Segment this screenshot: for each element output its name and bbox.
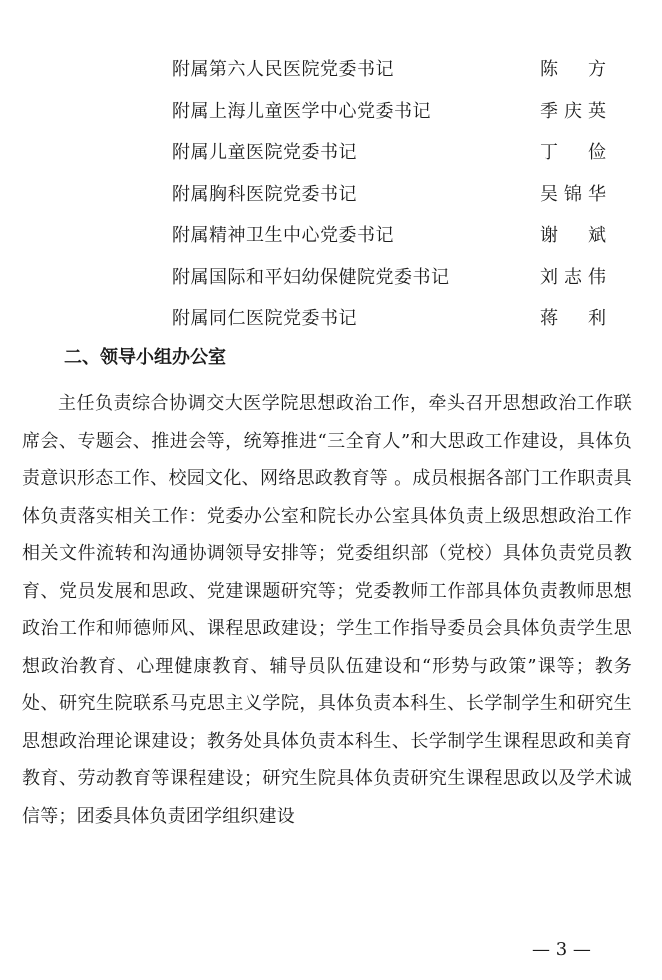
- member-title: 附属国际和平妇幼保健院党委书记: [172, 266, 450, 288]
- member-name: 吴锦华: [540, 183, 606, 205]
- member-row: [0, 54, 662, 96]
- member-row: [0, 303, 662, 345]
- member-name: 陈 方: [540, 59, 606, 80]
- body-paragraph: 主任负责综合协调交大医学院思想政治工作，牵头召开思想政治工作联席会、专题会、推进会等，统筹推进“三全育人”和大思政工作建设，具体负责意识形态工作、校园文化、网络思政教育等 。成员根据各部门工作职责具体负责落实相关工作：党委办公室和院长办公室具体负责上级思想政治工作相关文件流转和沟通协调领导安排等；党委组织部（党校）具体负责党员教育、党员发展和思政、党建课题研究等；党委教师工作部具体负责教师思想政治工作和师德师风、课程思政建设；学生工作指导委员会具体负责学生思想政治教育、心理健康教育、辅导员队伍建设和“形势与政策”课等；教务处、研究生院联系马克思主义学院，具体负责本科生、长学制学生和研究生思想政治理论课建设；教务处具体负责本科生、长学制学生课程思政和美育教育、劳动教育等课程建设；研究生院具体负责研究生课程思政以及学术诚信等；团委具体负责团学组织建设: [22, 393, 632, 827]
- member-title: 附属上海儿童医学中心党委书记: [172, 100, 431, 122]
- member-title: 附属儿童医院党委书记: [172, 142, 357, 163]
- page-number: — 3 —: [532, 939, 591, 960]
- section-heading: 二、领导小组办公室: [64, 347, 226, 368]
- member-row: [0, 179, 662, 221]
- member-row: [0, 96, 662, 138]
- member-list: [0, 54, 662, 345]
- member-title: 附属精神卫生中心党委书记: [172, 225, 394, 246]
- member-name: 丁 俭: [540, 142, 606, 163]
- member-name: 蒋 利: [540, 308, 606, 329]
- member-row: [0, 220, 662, 262]
- member-title: 附属第六人民医院党委书记: [172, 59, 394, 80]
- member-name: 谢 斌: [540, 225, 606, 246]
- member-title: 附属同仁医院党委书记: [172, 308, 357, 329]
- member-name: 季庆英: [540, 100, 606, 122]
- member-row: [0, 137, 662, 179]
- member-row: [0, 262, 662, 304]
- member-title: 附属胸科医院党委书记: [172, 183, 357, 205]
- member-name: 刘志伟: [540, 266, 606, 288]
